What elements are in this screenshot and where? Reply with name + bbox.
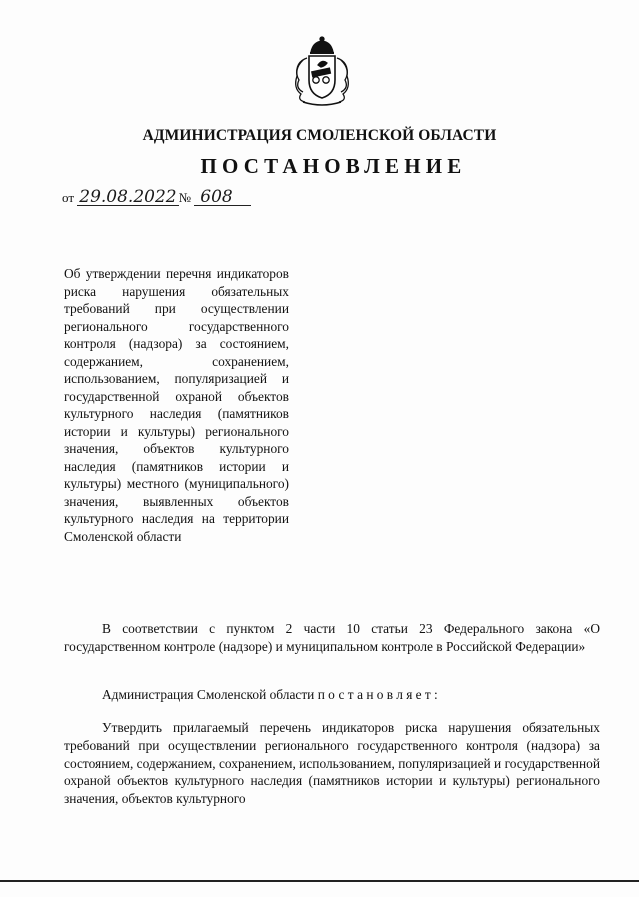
organization-name: АДМИНИСТРАЦИЯ СМОЛЕНСКОЙ ОБЛАСТИ bbox=[142, 127, 497, 144]
legal-basis-paragraph: В соответствии с пунктом 2 части 10 статьи 23 Федерального закона «О государственном контроле (надзоре) и муниципальном контроле в Российской Федерации» bbox=[64, 621, 600, 654]
document-type: ПОСТАНОВЛЕНИЕ bbox=[200, 154, 467, 178]
number-prefix: № bbox=[178, 190, 192, 205]
document-subject: Об утверждении перечня индикаторов риска нарушения обязательных требований при осуществлении регионального государственного контроля (надзора) за состоянием, содержанием, сохранением, использованием, популяризацией и государственной охраной объектов культурного наследия (памятников истории и культуры) регионального значения, объектов культурного наследия (памятников истории и культуры) местного (муниципального) значения, выявленных объектов культурного наследия на территории Смоленской области bbox=[64, 266, 289, 544]
registration-line bbox=[62, 187, 251, 207]
date-prefix: от bbox=[62, 190, 75, 205]
resolution-verb: постановляет: bbox=[317, 687, 442, 702]
document-date: 29.08.2022 bbox=[79, 187, 177, 207]
resolution-paragraph bbox=[64, 686, 600, 704]
page-bottom-rule bbox=[0, 880, 639, 882]
document-number: 608 bbox=[194, 190, 250, 206]
resolution-text-paragraph: Утвердить прилагаемый перечень индикаторов риска нарушения обязательных требований при осуществлении регионального государственного контроля (надзора) за состоянием, содержанием, сохранением, использованием, популяризацией и государственной охраной объектов культурного наследия (памятников истории и культуры) регионального значения, объектов культурного bbox=[64, 720, 601, 807]
coat-of-arms-icon bbox=[289, 36, 355, 108]
resolution-lead: Администрация Смоленской области bbox=[102, 687, 315, 702]
